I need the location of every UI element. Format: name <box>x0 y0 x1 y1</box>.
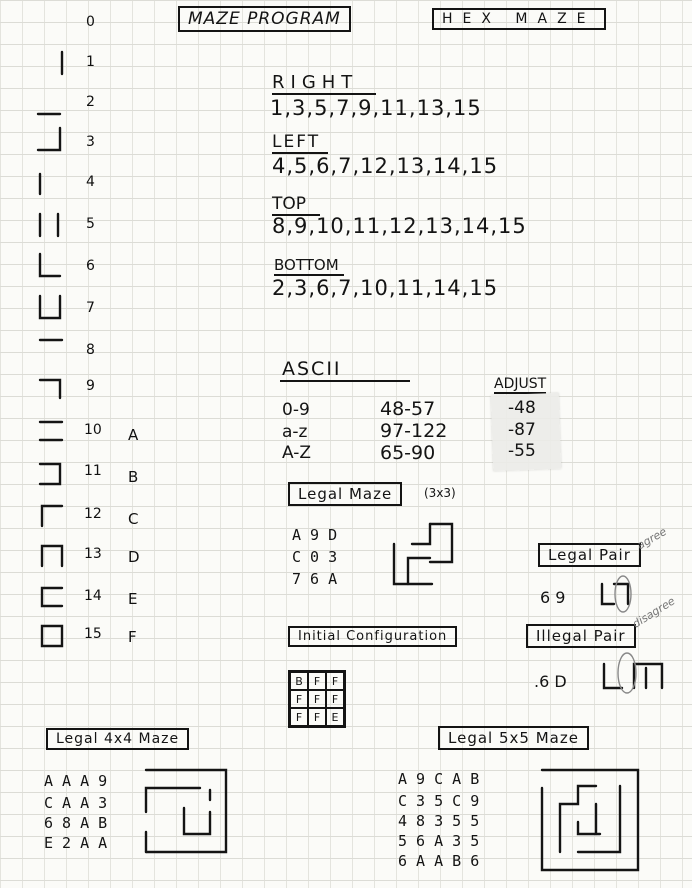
maze4-row: 6 8 A B <box>44 814 108 832</box>
legal-maze-size: (3x3) <box>424 486 456 500</box>
hex-letter: D <box>128 548 140 566</box>
code-number: 4 <box>86 174 95 190</box>
heading-right: RIGHT <box>272 72 376 95</box>
glyph-11 <box>40 464 60 484</box>
ascii-adjust: -87 <box>508 420 536 440</box>
code-number: 2 <box>86 94 95 110</box>
code-number: 15 <box>84 626 102 642</box>
title-hex-maze: HEX MAZE <box>432 8 606 30</box>
maze5-row: 4 8 3 5 5 <box>398 812 480 830</box>
code-number: 0 <box>86 14 95 30</box>
hex-letter: B <box>128 468 139 486</box>
hex-letter: A <box>128 426 139 444</box>
legal-pair-label: Legal Pair <box>538 543 641 567</box>
heading-left: LEFT <box>272 132 328 154</box>
legal-pair-note: agree <box>634 524 669 553</box>
config-cell: E <box>326 708 344 726</box>
config-cell: F <box>326 690 344 708</box>
glyph-3 <box>38 128 60 150</box>
config-cell: F <box>308 672 326 690</box>
ascii-underline <box>280 380 410 382</box>
glyph-9 <box>40 380 60 398</box>
legal-maze-row: C 0 3 <box>292 548 338 566</box>
legal-maze-drawing <box>390 518 470 590</box>
hex-letter: E <box>128 590 138 608</box>
code-number: 3 <box>86 134 95 150</box>
config-cell: F <box>326 672 344 690</box>
config-cell: F <box>290 708 308 726</box>
ascii-codes: 65-90 <box>380 442 436 464</box>
maze5-row: A 9 C A B <box>398 770 480 788</box>
config-cell: F <box>290 690 308 708</box>
initial-config-label: Initial Configuration <box>288 626 457 647</box>
heading-top: TOP <box>272 194 320 216</box>
ascii-codes: 48-57 <box>380 398 436 420</box>
wall-glyphs <box>0 0 80 660</box>
maze5-row: 6 A A B 6 <box>398 852 480 870</box>
config-cell: F <box>308 708 326 726</box>
legal-pair-value: 6 9 <box>540 588 566 607</box>
maze4-drawing <box>136 764 236 860</box>
maze4-row: A A A 9 <box>44 772 108 790</box>
hex-letter: C <box>128 510 139 528</box>
maze5-drawing <box>538 764 648 876</box>
ascii-adjust: -48 <box>508 398 536 418</box>
illegal-pair-note: disagree <box>630 594 678 631</box>
glyph-10 <box>40 422 62 440</box>
code-number: 6 <box>86 258 95 274</box>
legal-maze-row: 7 6 A <box>292 570 338 588</box>
code-number: 13 <box>84 546 102 562</box>
illegal-pair-label: Illegal Pair <box>526 624 636 648</box>
code-number: 5 <box>86 216 95 232</box>
values-left: 4,5,6,7,12,13,14,15 <box>272 154 499 178</box>
adjust-heading: ADJUST <box>494 376 547 392</box>
maze4-row: E 2 A A <box>44 834 108 852</box>
glyph-15 <box>42 626 62 646</box>
config-cell: F <box>308 690 326 708</box>
maze5-row: 5 6 A 3 5 <box>398 832 480 850</box>
config-cell: B <box>290 672 308 690</box>
values-right: 1,3,5,7,9,11,13,15 <box>270 96 482 120</box>
code-number: 14 <box>84 588 102 604</box>
glyph-6 <box>40 254 60 276</box>
title-maze-program: MAZE PROGRAM <box>178 6 351 32</box>
legal-maze-row: A 9 D <box>292 526 338 544</box>
glyph-14 <box>42 588 62 606</box>
pair-annotation-circle <box>612 572 634 616</box>
ascii-range: A-Z <box>282 443 312 463</box>
ascii-range: 0-9 <box>282 400 310 420</box>
hex-letter: F <box>128 628 137 646</box>
code-number: 9 <box>86 378 95 394</box>
illegal-pair-value: .6 D <box>534 672 567 691</box>
maze4-label: Legal 4x4 Maze <box>46 728 189 750</box>
maze5-label: Legal 5x5 Maze <box>438 726 589 750</box>
code-number: 12 <box>84 506 102 522</box>
ascii-heading: ASCII <box>282 358 342 380</box>
maze4-row: C A A 3 <box>44 794 108 812</box>
code-number: 8 <box>86 342 95 358</box>
initial-config-grid <box>288 670 346 728</box>
code-number: 10 <box>84 422 102 438</box>
values-top: 8,9,10,11,12,13,14,15 <box>272 214 527 238</box>
code-number: 7 <box>86 300 95 316</box>
ascii-range: a-z <box>282 422 308 442</box>
heading-bottom: BOTTOM <box>274 256 344 276</box>
ascii-codes: 97-122 <box>380 420 448 442</box>
values-bottom: 2,3,6,7,10,11,14,15 <box>272 276 499 300</box>
maze5-row: C 3 5 C 9 <box>398 792 480 810</box>
illegal-annotation-circle <box>614 648 640 698</box>
glyph-7 <box>40 296 60 318</box>
glyph-12 <box>42 506 62 526</box>
glyph-13 <box>42 546 62 566</box>
code-number: 1 <box>86 54 95 70</box>
ascii-adjust: -55 <box>508 441 536 461</box>
legal-maze-label: Legal Maze <box>288 482 402 506</box>
glyph-5 <box>40 214 58 236</box>
code-number: 11 <box>84 463 102 479</box>
